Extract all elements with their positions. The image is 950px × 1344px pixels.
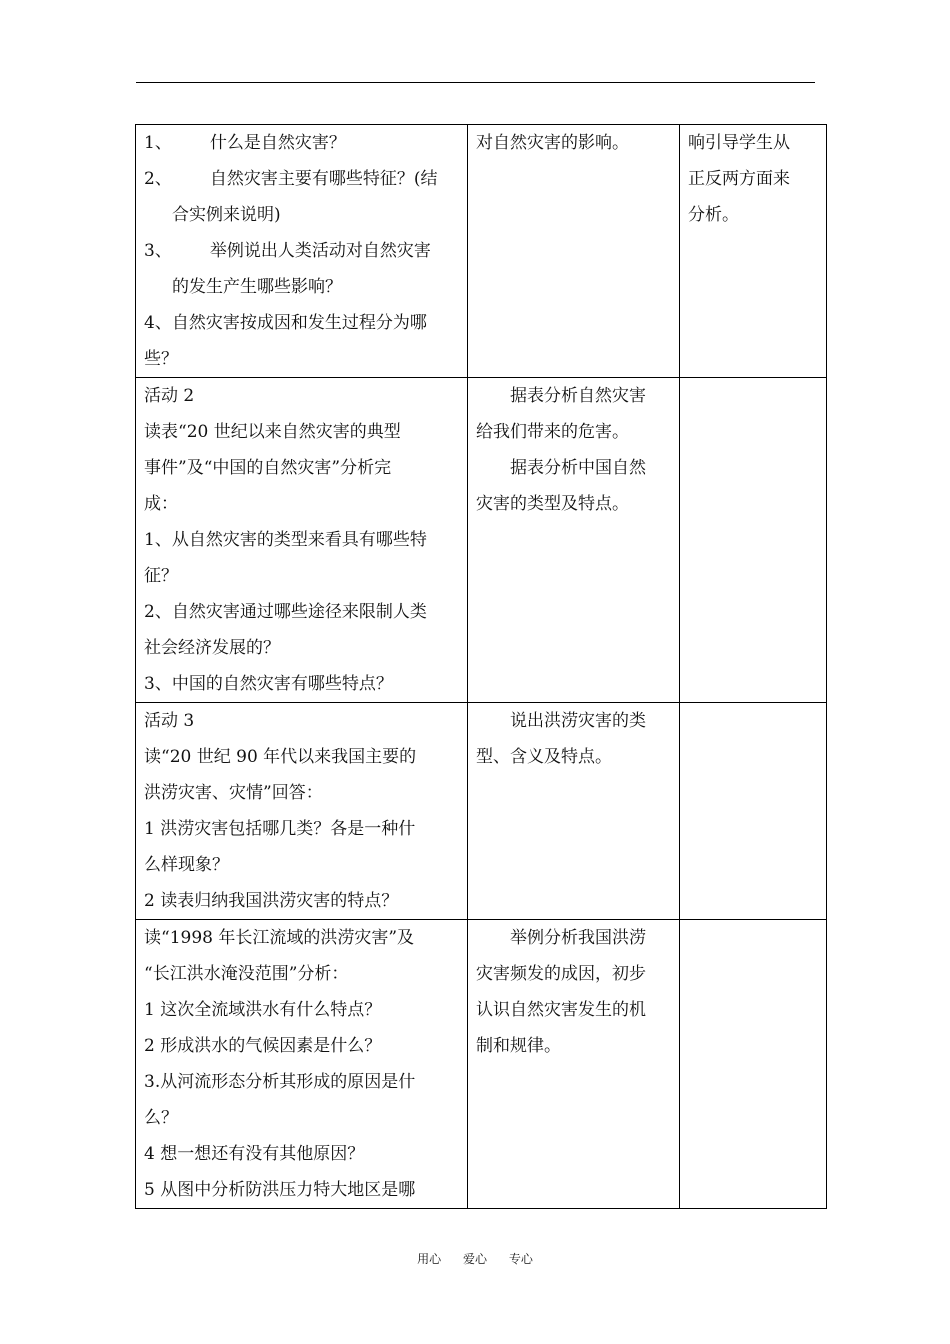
question-line: 读表“20 世纪以来自然灾害的典型 — [144, 422, 401, 442]
question-line: 5 从图中分析防洪压力特大地区是哪 — [144, 1180, 416, 1200]
table-row — [136, 125, 827, 378]
activity-title: 活动 3 — [144, 711, 195, 731]
note-cell — [680, 920, 827, 1209]
question-line: 1、 什么是自然灾害？ — [144, 133, 346, 153]
goal-line: 灾害频发的成因，初步 — [476, 964, 646, 984]
goal-cell — [468, 920, 680, 1209]
note-line: 正反两方面来 — [688, 169, 790, 189]
activity-cell — [136, 703, 468, 920]
question-line: 些？ — [144, 349, 178, 369]
note-cell — [680, 703, 827, 920]
footer-text: 用心 — [417, 1252, 442, 1266]
question-line: 3.从河流形态分析其形成的原因是什 — [144, 1072, 416, 1092]
question-line: 成： — [144, 494, 178, 514]
note-cell — [680, 125, 827, 378]
goal-cell — [468, 703, 680, 920]
activity-title: 活动 2 — [144, 386, 195, 406]
question-line: 征？ — [144, 566, 178, 586]
activity-cell — [136, 378, 468, 703]
question-line: 4 想一想还有没有其他原因？ — [144, 1144, 365, 1164]
question-line: 读“20 世纪 90 年代以来我国主要的 — [144, 747, 417, 767]
note-line: 分析。 — [688, 205, 739, 225]
goal-line: 举例分析我国洪涝 — [510, 928, 646, 948]
footer-text: 专心 — [508, 1252, 533, 1266]
question-line: “长江洪水淹没范围”分析： — [144, 964, 349, 984]
goal-line: 灾害的类型及特点。 — [476, 494, 629, 514]
note-line: 响引导学生从 — [688, 133, 790, 153]
note-cell — [680, 378, 827, 703]
activity-cell — [136, 125, 468, 378]
goal-line: 对自然灾害的影响。 — [476, 133, 629, 153]
question-line: 么样现象？ — [144, 855, 229, 875]
question-line: 洪涝灾害、灾情”回答： — [144, 783, 323, 803]
lesson-plan-table — [135, 124, 827, 1209]
page-footer — [0, 1250, 950, 1267]
question-line: 3、中国的自然灾害有哪些特点？ — [144, 674, 393, 694]
question-line: 3、 举例说出人类活动对自然灾害 — [144, 241, 431, 261]
question-line: 事件”及“中国的自然灾害”分析完 — [144, 458, 392, 478]
question-line: 的发生产生哪些影响？ — [172, 277, 342, 297]
goal-line: 说出洪涝灾害的类 — [510, 711, 646, 731]
question-line: 2、自然灾害通过哪些途径来限制人类 — [144, 602, 427, 622]
goal-line: 制和规律。 — [476, 1036, 561, 1056]
header-rule — [136, 82, 815, 83]
activity-cell — [136, 920, 468, 1209]
table-row — [136, 920, 827, 1209]
goal-line: 据表分析中国自然 — [510, 458, 646, 478]
goal-cell — [468, 378, 680, 703]
question-line: 1 这次全流域洪水有什么特点？ — [144, 1000, 382, 1020]
question-line: 读“1998 年长江流域的洪涝灾害”及 — [144, 928, 415, 948]
question-line: 1、从自然灾害的类型来看具有哪些特 — [144, 530, 427, 550]
goal-line: 据表分析自然灾害 — [510, 386, 646, 406]
question-line: 2 形成洪水的气候因素是什么？ — [144, 1036, 382, 1056]
question-line: 1 洪涝灾害包括哪几类？各是一种什 — [144, 819, 416, 839]
question-line: 4、自然灾害按成因和发生过程分为哪 — [144, 313, 427, 333]
question-line: 2、 自然灾害主要有哪些特征？(结 — [144, 169, 438, 189]
question-line: 社会经济发展的？ — [144, 638, 280, 658]
question-line: 合实例来说明) — [172, 205, 281, 225]
goal-line: 给我们带来的危害。 — [476, 422, 629, 442]
goal-line: 型、含义及特点。 — [476, 747, 612, 767]
question-line: 2 读表归纳我国洪涝灾害的特点？ — [144, 891, 399, 911]
question-line: 么？ — [144, 1108, 178, 1128]
goal-line: 认识自然灾害发生的机 — [476, 1000, 646, 1020]
footer-text: 爱心 — [462, 1252, 487, 1266]
table-row — [136, 378, 827, 703]
goal-cell — [468, 125, 680, 378]
table-row — [136, 703, 827, 920]
